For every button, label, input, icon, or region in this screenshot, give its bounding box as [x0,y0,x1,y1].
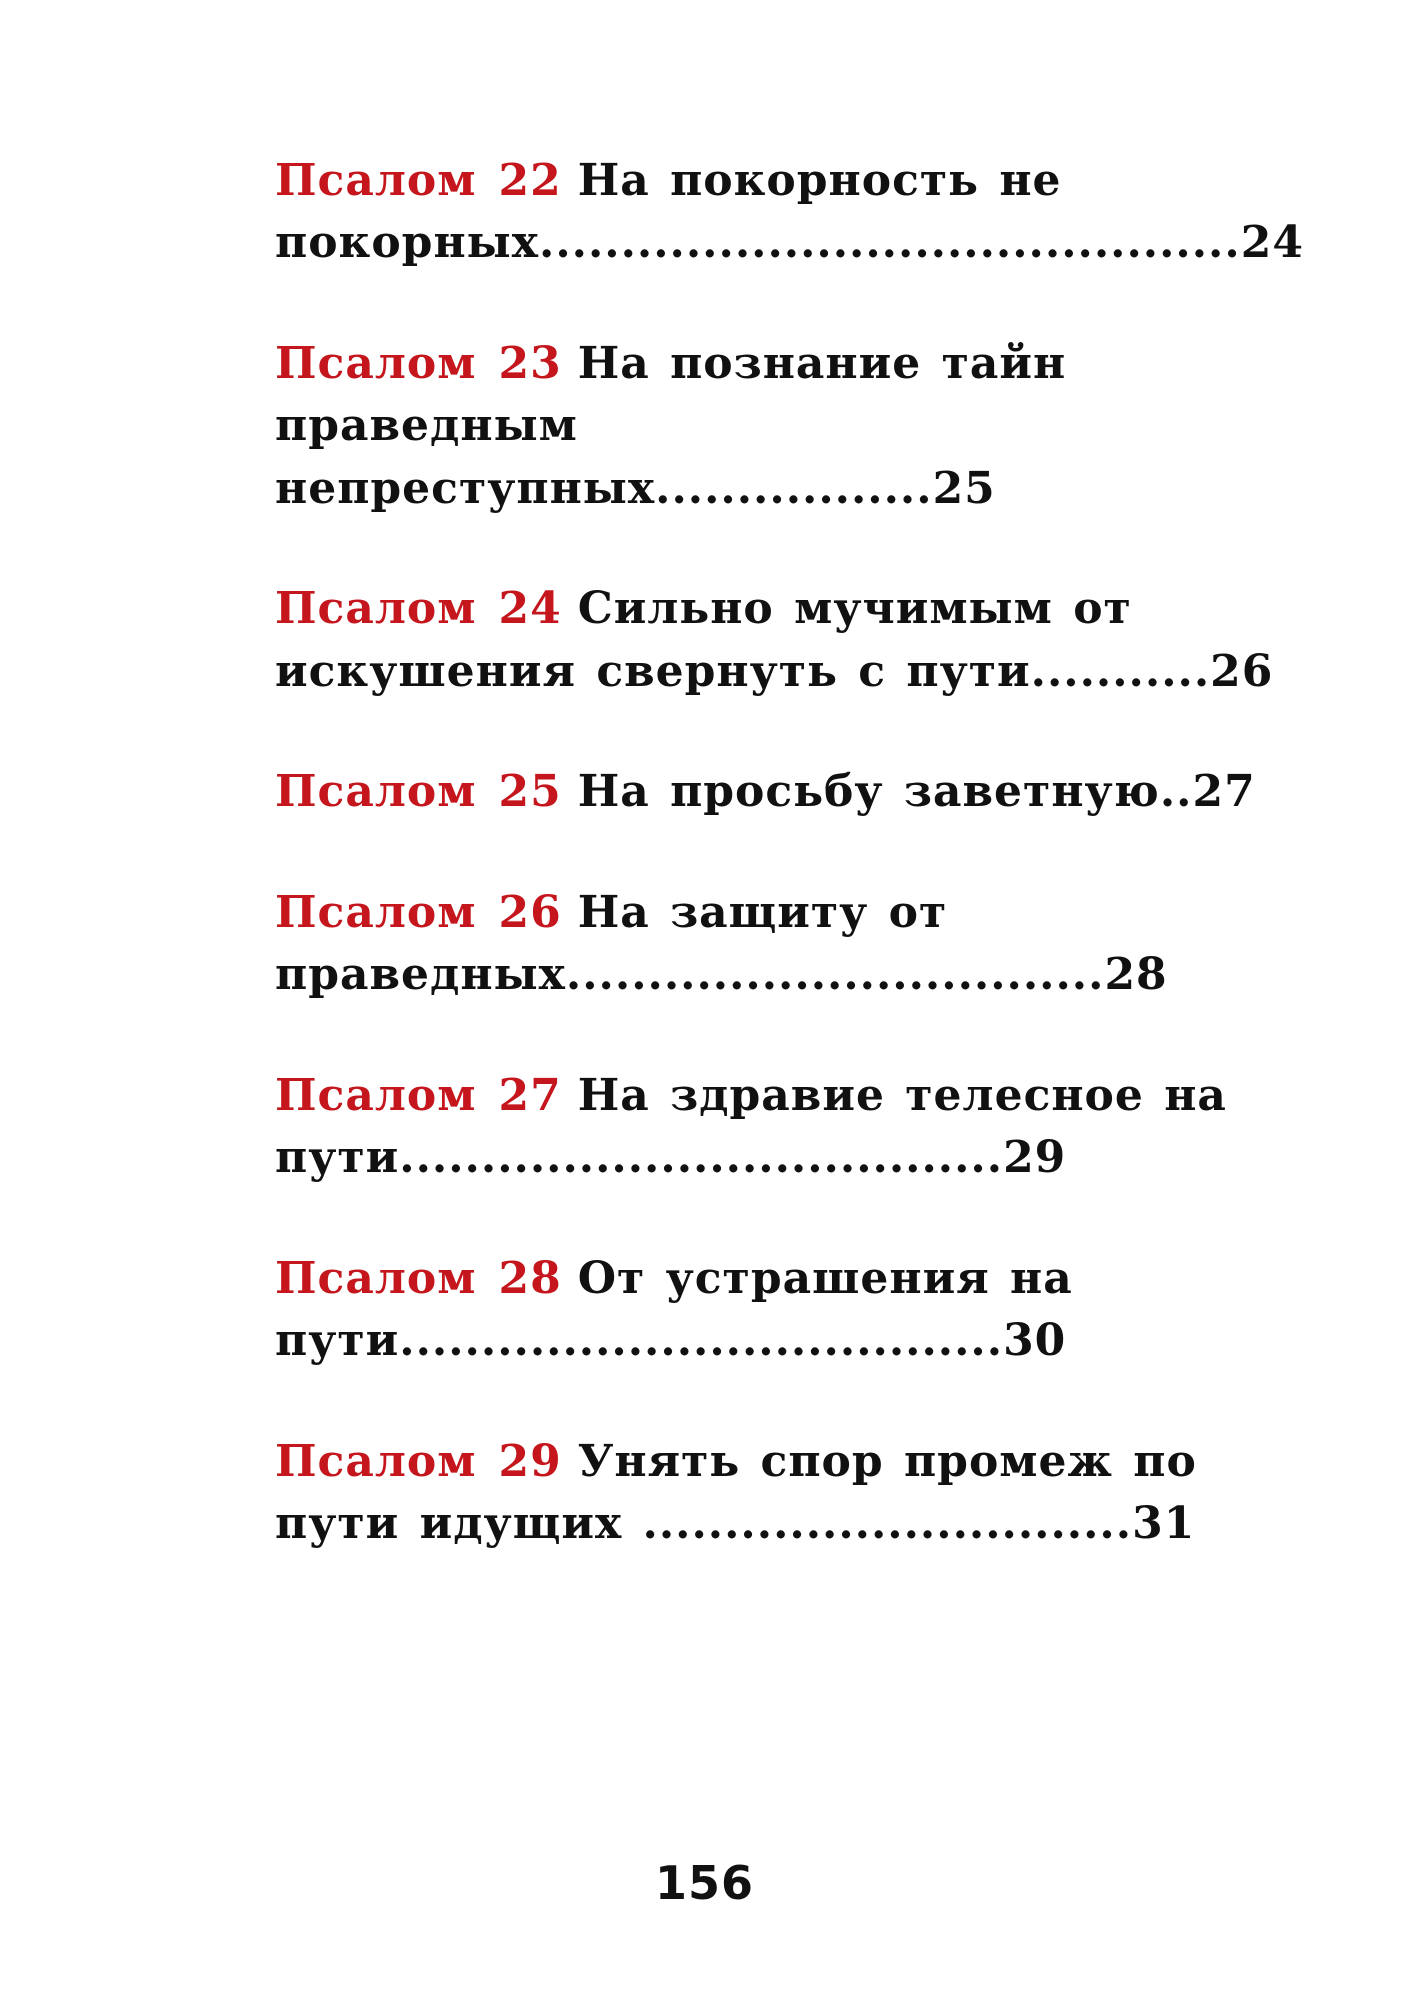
psalm-number: 27 [498,1069,562,1121]
psalm-title: На здравие телесное на пути [275,1069,1227,1184]
list-item[interactable] [275,150,1304,275]
psalm-title: Сильно мучимым от искушения свернуть с пути [275,583,1132,697]
psalm-number: 26 [498,886,562,938]
entry-page-number: 24 [1240,217,1304,269]
leader-dots: ........................................... [539,217,1241,269]
list-item[interactable] [275,578,1294,703]
page-footer [0,1856,1409,1910]
psalm-title: На защиту от праведных [275,886,948,1001]
psalm-number: 22 [498,155,562,206]
table-of-contents [275,150,1304,1556]
leader-dots: .. [1159,766,1193,818]
psalm-title: На познание тайн праведным непреступных [275,337,1067,514]
list-item[interactable] [275,1431,1294,1556]
toc-entry-inner [275,1431,1294,1556]
psalm-label: Псалом [275,766,477,818]
psalm-label: Псалом [275,886,477,938]
list-item[interactable] [275,1065,1294,1190]
leader-dots: ................................. [565,949,1105,1001]
psalm-label: Псалом [275,1069,477,1121]
psalm-number: 25 [498,766,562,818]
entry-page-number: 27 [1192,766,1256,818]
list-item[interactable] [275,882,1294,1007]
leader-dots: ..................................... [399,1315,1004,1367]
entry-page-number: 28 [1104,949,1168,1001]
toc-entry-inner [275,761,1294,823]
toc-entry-inner [275,1065,1294,1190]
toc-entry-inner [275,578,1294,703]
psalm-label: Псалом [275,1252,477,1304]
leader-dots: .............................. [622,1498,1133,1550]
psalm-title: На просьбу заветную [577,766,1160,818]
page-number: 156 [654,1856,755,1910]
psalm-title: От устрашения на пути [275,1252,1073,1367]
leader-dots: ........... [1030,645,1211,697]
psalm-label: Псалом [275,583,477,635]
entry-page-number: 26 [1210,645,1274,697]
list-item[interactable] [275,333,1294,520]
leader-dots: ................. [655,462,933,514]
toc-entry-inner [275,882,1294,1007]
entry-page-number: 30 [1003,1315,1067,1367]
psalm-number: 23 [498,337,562,389]
toc-entry-inner [275,150,1304,275]
list-item[interactable] [275,761,1294,823]
list-item[interactable] [275,1248,1294,1373]
toc-entry-inner [275,1248,1294,1373]
psalm-label: Псалом [275,155,477,206]
psalm-number: 29 [498,1435,562,1487]
psalm-number: 24 [498,583,562,635]
entry-page-number: 25 [932,462,996,514]
psalm-number: 28 [498,1252,562,1304]
toc-entry-inner [275,333,1294,520]
psalm-title: Унять спор промеж по пути идущих [275,1435,1197,1550]
entry-page-number: 31 [1132,1498,1196,1550]
leader-dots: ..................................... [399,1132,1004,1184]
entry-page-number: 29 [1003,1132,1067,1184]
psalm-label: Псалом [275,337,477,389]
psalm-label: Псалом [275,1435,477,1487]
psalm-title: На покорность не покорных [275,155,1062,269]
